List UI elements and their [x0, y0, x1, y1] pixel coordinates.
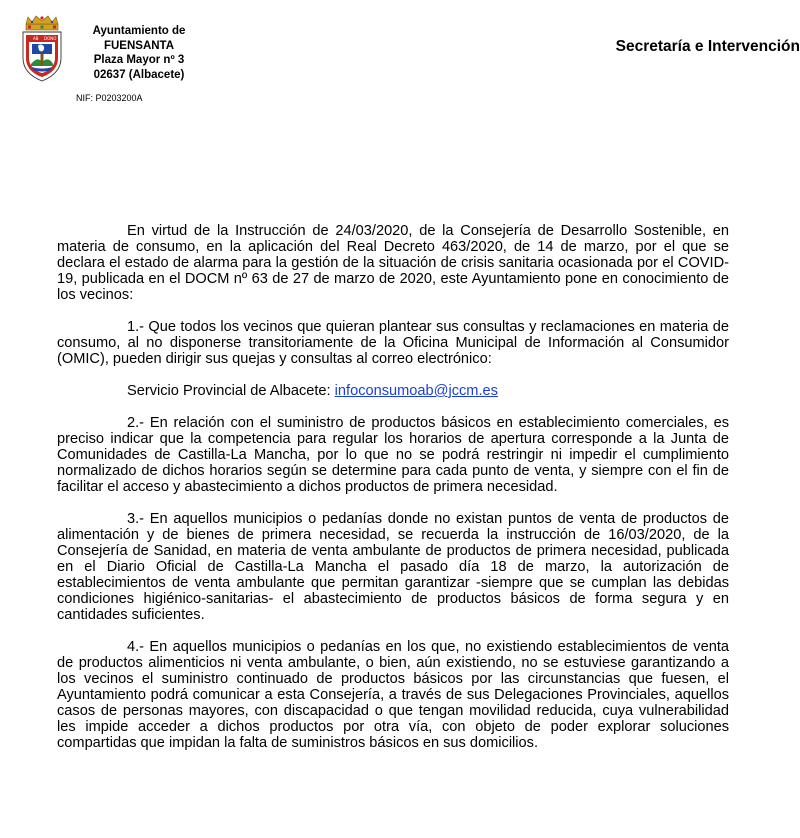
- organization-address: [80, 24, 198, 82]
- contact-email-link[interactable]: infoconsumoab@jccm.es: [334, 383, 498, 399]
- nif-label: NIF: P0203200A: [76, 93, 143, 103]
- office-title: Secretaría e Intervención: [615, 38, 800, 55]
- contact-line: [57, 383, 729, 399]
- point-3-paragraph: 3.- En aquellos municipios o pedanías donde no existan puntos de venta de productos de alimentación y de bienes de primera necesidad, se recuerda la instrucción de 16/03/2020, de la Consejería de Sanidad, en materia de venta ambulante de productos de primera necesidad, publicada en el Diario Oficial de Castilla-La Mancha el pasado día 18 de marzo, la autorización de establecimientos de venta ambulante que permitan garantizar -siempre que se cumplan las debidas condiciones higiénico-sanitarias- el abastecimiento de productos básicos de forma segura y en cantidades suficientes.: [57, 511, 729, 623]
- point-2-paragraph: 2.- En relación con el suministro de productos básicos en establecimiento comerciales, es preciso indicar que la competencia para regular los horarios de apertura corresponde a la Junta de Comunidades de Castilla-La Mancha, por lo que no se podrá restringir ni impedir el cumplimiento normalizado de dichos horarios según se determine para cada punto de venta, y siempre con el fin de facilitar el acceso y abastecimiento a dichos productos de primera necesidad.: [57, 415, 729, 495]
- point-1-paragraph: 1.- Que todos los vecinos que quieran plantear sus consultas y reclamaciones en materia de consumo, al no disponerse transitoriamente de la Oficina Municipal de Información al Consumidor (OMIC), pueden dirigir sus quejas y consultas al correo electrónico:: [57, 319, 729, 367]
- org-town-line: FUENSANTA: [103, 39, 175, 52]
- crown-icon: [26, 16, 58, 30]
- intro-paragraph: En virtud de la Instrucción de 24/03/2020, de la Consejería de Desarrollo Sostenible, en materia de consumo, en la aplicación del Real Decreto 463/2020, de 14 de marzo, por el que se declara el estado de alarma para la gestión de la situación de crisis sanitaria ocasionada por el COVID-19, publicada en el DOCM nº 63 de 27 de marzo de 2020, este Ayuntamiento pone en conocimiento de los vecinos:: [57, 223, 729, 303]
- contact-label: Servicio Provincial de Albacete:: [127, 383, 335, 399]
- org-street-line: Plaza Mayor nº 3: [93, 54, 185, 66]
- shield-icon: [23, 32, 61, 81]
- svg-text:DONO: DONO: [44, 36, 57, 41]
- org-postal-line: 02637 (Albacete): [93, 68, 185, 81]
- municipal-crest-icon: [18, 14, 66, 84]
- org-name-line: Ayuntamiento de: [92, 25, 186, 37]
- svg-text:AB: AB: [33, 36, 39, 41]
- document-body: [57, 223, 729, 767]
- point-4-paragraph: 4.- En aquellos municipios o pedanías en los que, no existiendo establecimientos de venta de productos alimenticios ni venta ambulante, o bien, aún existiendo, no se estuviese garantizando a los vecinos el suministro continuado de productos básicos por las circunstancias que fuesen, el Ayuntamiento podrá comunicar a esta Consejería, a través de sus Delegaciones Provinciales, aquellos casos de personas mayores, con discapacidad o que tengan movilidad reducida, cuya vulnerabilidad les impide acceder a dichos productos por otra vía, con objeto de poder explorar soluciones compartidas que impidan la falta de suministros básicos en sus domicilios.: [57, 639, 729, 751]
